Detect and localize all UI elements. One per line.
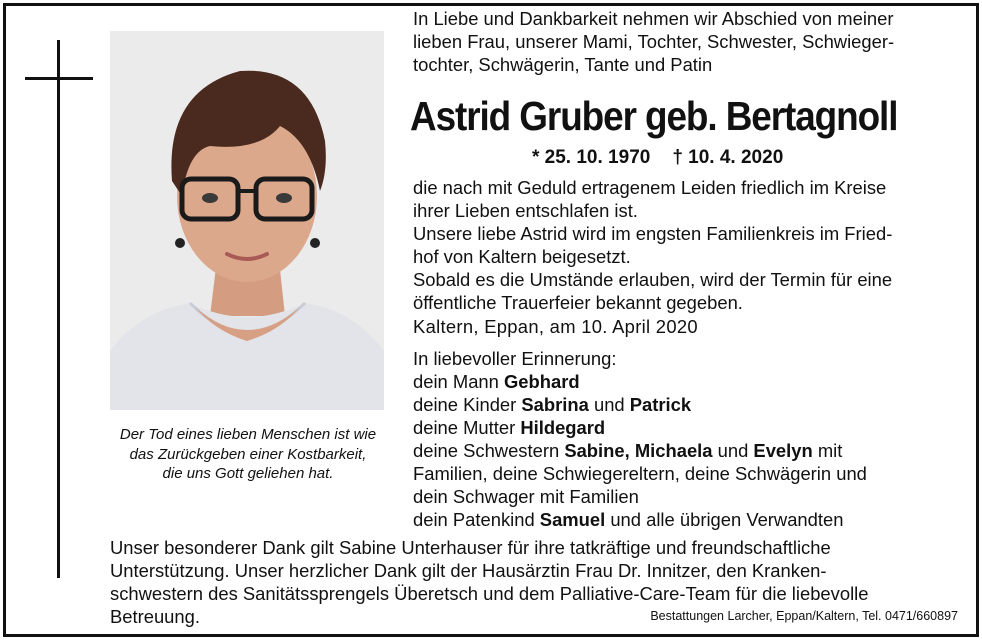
portrait-illustration <box>110 31 384 410</box>
quote-line: Der Tod eines lieben Menschen ist wie <box>119 426 377 443</box>
intro-line: In Liebe und Dankbarkeit nehmen wir Abschied von meiner <box>413 8 894 29</box>
body-line: die nach mit Geduld ertragenem Leiden friedlich im Kreise <box>413 177 887 198</box>
body-line: Unsere liebe Astrid wird im engsten Familienkreis im Fried- <box>413 223 893 244</box>
cross-symbol <box>57 40 60 578</box>
mourner-godchild: dein Patenkind Samuel und alle übrigen Verwandten <box>413 509 844 530</box>
place-and-date: Kaltern, Eppan, am 10. April 2020 <box>413 316 698 337</box>
mourner-family-line: Familien, deine Schwiegereltern, deine Schwägerin und <box>413 463 867 484</box>
mourner-mother: deine Mutter Hildegard <box>413 417 606 438</box>
deceased-name: Astrid Gruber geb. Bertagnoll <box>410 93 898 139</box>
body-line: öffentliche Trauerfeier bekannt gegeben. <box>413 292 743 313</box>
mourner-family-line: dein Schwager mit Familien <box>413 486 639 507</box>
life-dates <box>532 145 783 171</box>
intro-line: lieben Frau, unserer Mami, Tochter, Schwester, Schwieger- <box>413 31 895 52</box>
mourner-husband: dein Mann Gebhard <box>413 371 580 392</box>
intro-text <box>413 7 894 76</box>
mourners-list <box>413 347 867 531</box>
funeral-home-credit: Bestattungen Larcher, Eppan/Kaltern, Tel. 0471/660897 <box>650 609 958 623</box>
thanks-line: schwestern des Sanitätssprengels Überetsch und dem Palliative-Care-Team für die liebevolle <box>110 583 869 604</box>
quote-line: das Zurückgeben einer Kostbarkeit, <box>129 445 367 463</box>
birth-date: * 25. 10. 1970 <box>532 147 651 168</box>
portrait-photo <box>110 31 384 410</box>
death-date: † 10. 4. 2020 <box>672 147 784 168</box>
intro-line: tochter, Schwägerin, Tante und Patin <box>413 54 713 75</box>
mourner-sisters: deine Schwestern Sabine, Michaela und Evelyn mit <box>413 440 843 461</box>
body-line: Sobald es die Umstände erlauben, wird der Termin für eine <box>413 269 893 290</box>
thanks-line: Betreuung. <box>110 606 200 627</box>
thanks-line: Unterstützung. Unser herzlicher Dank gilt der Hausärztin Frau Dr. Innitzer, den Kranken- <box>110 560 827 581</box>
mourners-heading: In liebevoller Erinnerung: <box>413 348 617 369</box>
memorial-quote <box>104 425 392 484</box>
mourner-children: deine Kinder Sabrina und Patrick <box>413 394 692 415</box>
cross-symbol-bar <box>25 77 93 80</box>
announcement-text <box>413 176 892 314</box>
body-line: ihrer Lieben entschlafen ist. <box>413 200 638 221</box>
body-line: hof von Kaltern beigesetzt. <box>413 246 631 267</box>
thanks-line: Unser besonderer Dank gilt Sabine Unterhauser für ihre tatkräftige und freundschaftliche <box>110 537 831 558</box>
quote-line: die uns Gott geliehen hat. <box>162 465 334 482</box>
